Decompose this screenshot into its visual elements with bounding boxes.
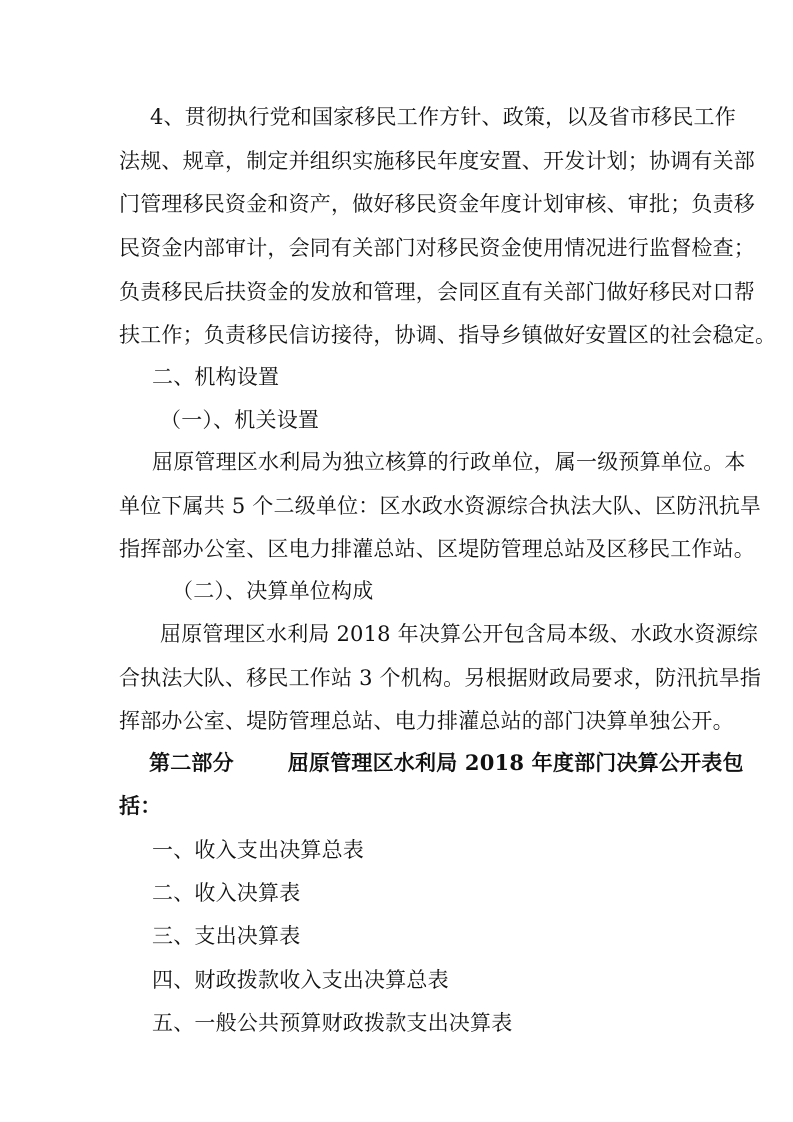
part-heading-continuation: 括： <box>119 793 162 818</box>
subsection-heading: （二）、决算单位构成 <box>172 579 374 603</box>
paragraph-line: 挥部办公室、堤防管理总站、电力排灌总站的部门决算单独公开。 <box>119 709 734 733</box>
list-item: 二、收入决算表 <box>152 881 301 905</box>
paragraph-line: 屈原管理区水利局 2018 年决算公开包含局本级、水政水资源综 <box>160 622 758 646</box>
paragraph-line: 指挥部办公室、区电力排灌总站、区堤防管理总站及区移民工作站。 <box>119 537 755 561</box>
list-item: 四、财政拨款收入支出决算总表 <box>152 968 449 992</box>
paragraph-line: 屈原管理区水利局为独立核算的行政单位，属一级预算单位。本 <box>152 450 746 474</box>
section-heading: 二、机构设置 <box>152 365 280 389</box>
paragraph-line: 法规、规章，制定并组织实施移民年度安置、开发计划；协调有关部 <box>119 149 755 173</box>
part-heading <box>149 749 744 777</box>
subsection-heading: （一）、机关设置 <box>160 408 320 432</box>
paragraph-line: 民资金内部审计，会同有关部门对移民资金使用情况进行监督检查； <box>119 236 755 260</box>
paragraph-line: 合执法大队、移民工作站 3 个机构。另根据财政局要求，防汛抗旱指 <box>119 666 762 690</box>
paragraph-line: 扶工作；负责移民信访接待，协调、指导乡镇做好安置区的社会稳定。 <box>119 323 777 347</box>
list-item: 三、支出决算表 <box>152 924 301 948</box>
part-title: 屈原管理区水利局 2018 年度部门决算公开表包 <box>287 750 744 775</box>
paragraph-line: 单位下属共 5 个二级单位：区水政水资源综合执法大队、区防汛抗旱 <box>119 494 762 518</box>
list-item: 五、一般公共预算财政拨款支出决算表 <box>152 1011 513 1035</box>
paragraph-line: 4、贯彻执行党和国家移民工作方针、政策，以及省市移民工作 <box>150 105 736 129</box>
list-item: 一、收入支出决算总表 <box>152 838 364 862</box>
part-label: 第二部分 <box>149 750 234 775</box>
paragraph-line: 负责移民后扶资金的发放和管理，会同区直有关部门做好移民对口帮 <box>119 280 755 304</box>
paragraph-line: 门管理移民资金和资产，做好移民资金年度计划审核、审批；负责移 <box>119 192 755 216</box>
